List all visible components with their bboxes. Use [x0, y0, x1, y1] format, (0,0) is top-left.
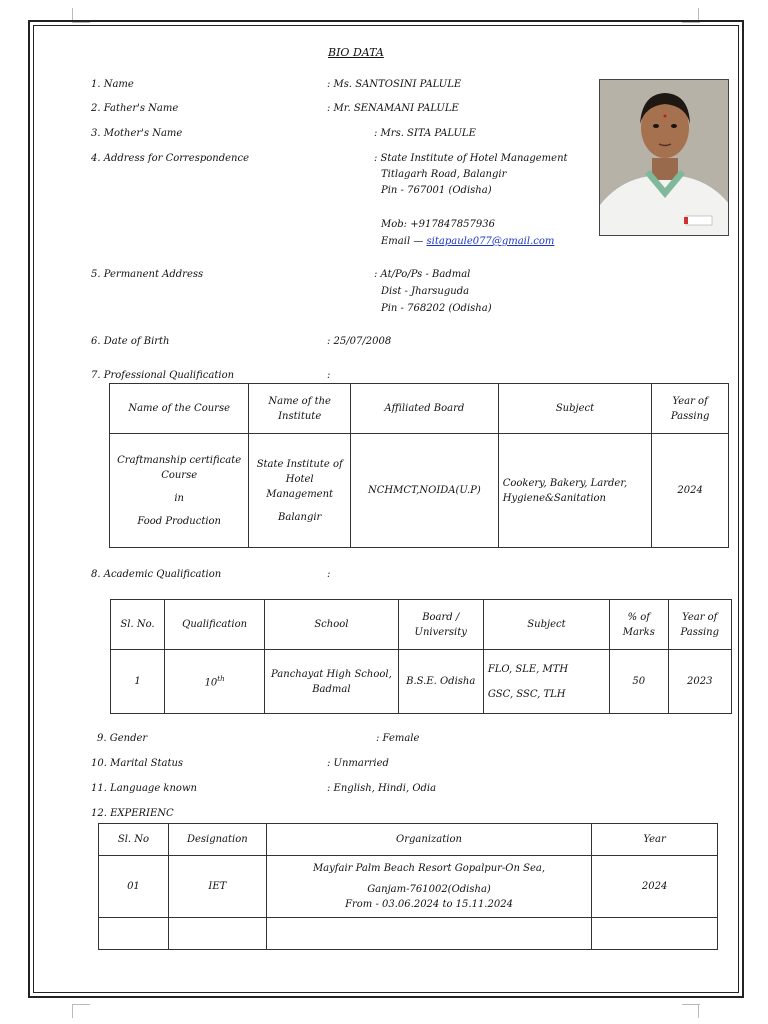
table-header-cell: % of Marks	[610, 600, 668, 650]
person-portrait-icon	[600, 80, 729, 236]
crop-mark	[72, 1004, 73, 1018]
mobile-number: Mob: +917847857936	[381, 219, 495, 230]
correspondence-address-line3: Pin - 767001 (Odisha)	[381, 185, 492, 196]
organization-line1: Mayfair Palm Beach Resort Gopalpur-On Sea,	[312, 863, 546, 874]
table-cell-year: 2024	[652, 434, 729, 548]
table-cell-year: 2023	[668, 650, 732, 714]
table-header-cell: Board / University	[398, 600, 483, 650]
email-line	[381, 236, 554, 247]
page-title: BIO DATA	[328, 46, 384, 59]
experience-label: 12. EXPERIENC	[91, 808, 174, 819]
table-header-row	[99, 824, 718, 856]
table-cell-year: 2024	[592, 856, 718, 918]
table-cell-board: B.S.E. Odisha	[398, 650, 483, 714]
table-row	[99, 856, 718, 918]
name-value: : Ms. SANTOSINI PALULE	[327, 79, 462, 90]
subject-line2: GSC, SSC, TLH	[487, 688, 566, 700]
permanent-address-line3: Pin - 768202 (Odisha)	[381, 303, 492, 314]
crop-mark	[698, 1004, 699, 1018]
table-cell-sl: 01	[99, 856, 169, 918]
table-cell-board: NCHMCT,NOIDA(U.P)	[351, 434, 499, 548]
table-row	[99, 918, 718, 950]
table-header-row	[110, 384, 729, 434]
experience-table	[98, 823, 718, 950]
organization-line2: Ganjam-761002(Odisha)	[367, 884, 491, 895]
professional-qualification-colon: :	[327, 370, 331, 381]
permanent-address-line1: : At/Po/Ps - Badmal	[374, 269, 471, 280]
table-header-row	[111, 600, 732, 650]
academic-qualification-colon: :	[327, 569, 331, 580]
table-header-cell: Year	[592, 824, 718, 856]
table-cell-empty	[168, 918, 266, 950]
course-name-line3: Food Production	[137, 515, 221, 527]
table-cell-marks: 50	[610, 650, 668, 714]
table-cell-subject	[483, 650, 609, 714]
table-header-cell: Subject	[498, 384, 652, 434]
institute-name: State Institute of Hotel Management	[256, 458, 343, 500]
academic-qualification-table	[110, 599, 732, 714]
gender-value: : Female	[376, 733, 420, 744]
table-cell-qualification	[165, 650, 265, 714]
correspondence-address-label: 4. Address for Correspondence	[91, 153, 249, 164]
email-label: Email —	[381, 236, 424, 247]
table-header-cell: Qualification	[165, 600, 265, 650]
dob-value: : 25/07/2008	[327, 336, 392, 347]
table-cell-sl: 1	[111, 650, 165, 714]
table-cell-organization	[266, 856, 591, 918]
permanent-address-label: 5. Permanent Address	[91, 269, 204, 280]
name-label: 1. Name	[91, 79, 134, 90]
table-cell-designation: IET	[168, 856, 266, 918]
table-header-cell: Subject	[483, 600, 609, 650]
table-header-cell: Affiliated Board	[351, 384, 499, 434]
gender-label: 9. Gender	[97, 733, 148, 744]
father-name-label: 2. Father's Name	[91, 103, 179, 114]
table-header-cell: Year of Passing	[652, 384, 729, 434]
table-header-cell: School	[265, 600, 399, 650]
table-header-cell: Name of the Institute	[249, 384, 351, 434]
table-cell-school: Panchayat High School, Badmal	[265, 650, 399, 714]
mother-name-value: : Mrs. SITA PALULE	[374, 128, 476, 139]
subject-line1: FLO, SLE, MTH	[487, 663, 569, 675]
table-cell-subject: Cookery, Bakery, Larder, Hygiene&Sanitation	[498, 434, 652, 548]
institute-city: Balangir	[278, 511, 322, 523]
table-header-cell: Sl. No.	[111, 600, 165, 650]
table-cell-empty	[592, 918, 718, 950]
language-value: : English, Hindi, Odia	[327, 783, 437, 794]
profile-photo	[599, 79, 729, 236]
correspondence-address-line1: : State Institute of Hotel Management	[374, 153, 568, 164]
qualification-value: 10	[204, 677, 218, 689]
correspondence-address-line2: Titlagarh Road, Balangir	[381, 169, 507, 180]
table-cell-empty	[99, 918, 169, 950]
table-header-cell: Designation	[168, 824, 266, 856]
father-name-value: : Mr. SENAMANI PALULE	[327, 103, 459, 114]
course-name-line2: in	[174, 492, 184, 504]
mother-name-label: 3. Mother's Name	[91, 128, 183, 139]
organization-line3: From - 03.06.2024 to 15.11.2024	[345, 899, 513, 910]
academic-qualification-label: 8. Academic Qualification	[91, 569, 222, 580]
professional-qualification-label: 7. Professional Qualification	[91, 370, 235, 381]
marital-status-label: 10. Marital Status	[91, 758, 184, 769]
dob-label: 6. Date of Birth	[91, 336, 170, 347]
crop-mark	[72, 1004, 90, 1005]
marital-status-value: : Unmarried	[327, 758, 389, 769]
table-header-cell: Sl. No	[99, 824, 169, 856]
course-name-line1: Craftmanship certificate Course	[117, 454, 242, 481]
table-cell-course	[110, 434, 249, 548]
table-row	[110, 434, 729, 548]
permanent-address-line2: Dist - Jharsuguda	[381, 286, 470, 297]
table-row	[111, 650, 732, 714]
crop-mark	[682, 1004, 700, 1005]
table-cell-empty	[266, 918, 591, 950]
professional-qualification-table	[109, 383, 729, 548]
table-header-cell: Year of Passing	[668, 600, 732, 650]
qualification-suffix: th	[217, 675, 225, 684]
table-cell-institute	[249, 434, 351, 548]
table-header-cell: Organization	[266, 824, 591, 856]
language-label: 11. Language known	[91, 783, 197, 794]
email-link[interactable]: sitapaule077@gmail.com	[426, 236, 555, 247]
table-header-cell: Name of the Course	[110, 384, 249, 434]
